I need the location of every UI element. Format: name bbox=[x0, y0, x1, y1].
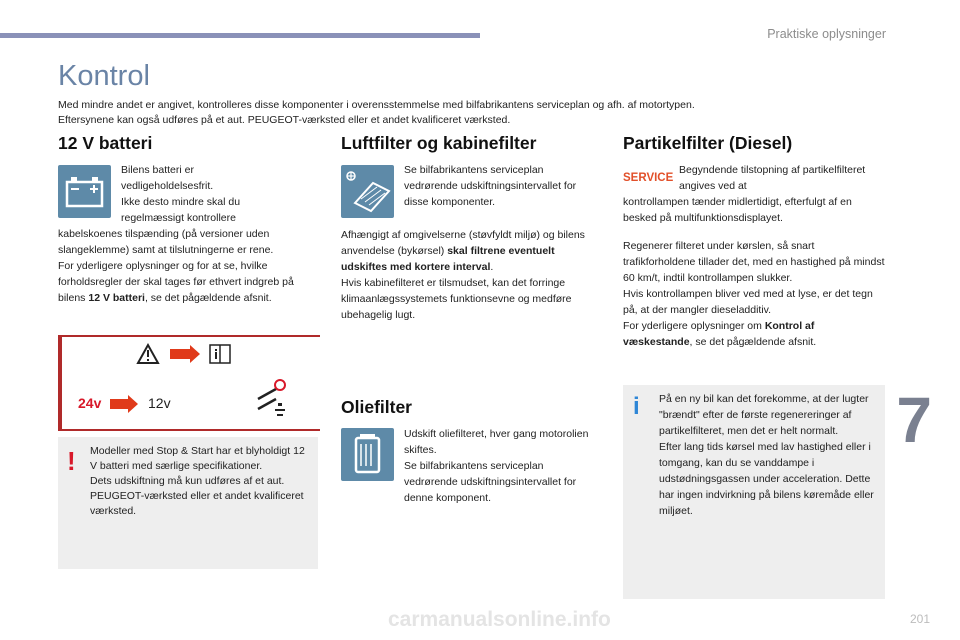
air-filter-body bbox=[341, 227, 603, 323]
air-filter-heading: Luftfilter og kabinefilter bbox=[341, 133, 537, 153]
oil-filter-line: Se bilfabrikantens serviceplan vedrørende udskiftningsintervallet for denne komponent. bbox=[404, 460, 577, 504]
particle-filter-body bbox=[623, 194, 885, 350]
air-filter-icon bbox=[341, 165, 394, 218]
particle-filter-body-2: Regenerer filteret under kørslen, så snart trafikforholdene tillader det, med en hastighed på mindst 60 km/t, indtil kontrollampen slukker. bbox=[623, 240, 885, 284]
battery-body-2: For yderligere oplysninger og for at se, hvilke forholdsregler der skal tages før ethvert indgreb på bilens 12 V batteri, se det pågældende afsnit. bbox=[58, 260, 294, 304]
air-filter-body-1: Afhængigt af omgivelserne (støvfyldt miljø) og bilens anvendelse (bykørsel) skal filtrene eventuelt udskiftes med kortere interval. bbox=[341, 229, 585, 273]
particle-filter-heading: Partikelfilter (Diesel) bbox=[623, 133, 793, 153]
oil-filter-text bbox=[404, 426, 600, 506]
battery-note-text bbox=[90, 444, 312, 519]
intro-line: Med mindre andet er angivet, kontrolleres disse komponenter i overensstemmelse med bilfabrikantens serviceplan og afh. af motortypen. bbox=[58, 99, 695, 111]
top-bar bbox=[0, 33, 480, 38]
battery-text-line: Ikke desto mindre skal du bbox=[121, 196, 241, 208]
intro bbox=[58, 98, 888, 128]
particle-filter-beside: Begyndende tilstopning af partikelfilteret angives ved at bbox=[679, 164, 866, 192]
info-line: Efter lang tids kørsel med lav hastighed eller i tomgang, kan du se vanddampe i udstødningsgassen under acceleration. Dette har ingen indvirkning på bilens køremåde eller miljøet. bbox=[659, 441, 874, 517]
particle-filter-body-4: For yderligere oplysninger om Kontrol af væskestande, se det pågældende afsnit. bbox=[623, 320, 817, 348]
page-title: Kontrol bbox=[58, 60, 150, 92]
page-number: 201 bbox=[909, 612, 930, 626]
label-12v: 12v bbox=[148, 395, 171, 411]
particle-filter-body-3: Hvis kontrollampen bliver ved med at lyse, er det tegn på, at der mangler dieseladditiv. bbox=[623, 288, 873, 316]
oil-filter-icon bbox=[341, 428, 394, 481]
particle-filter-section bbox=[623, 135, 885, 151]
particle-filter-icon-text bbox=[679, 162, 875, 194]
particle-filter-info-text bbox=[659, 391, 879, 519]
warning-icon: ! bbox=[67, 446, 76, 476]
battery-text-line: regelmæssigt kontrollere bbox=[121, 212, 236, 224]
battery-icon bbox=[58, 165, 111, 218]
oil-filter-heading: Oliefilter bbox=[341, 397, 412, 417]
label-24v: 24v bbox=[78, 395, 102, 411]
battery-text-line: vedligeholdelsesfrit. bbox=[121, 180, 214, 192]
particle-filter-body-1: kontrollampen tænder midlertidigt, efterfulgt af en besked på multifunktionsdisplayet. bbox=[623, 196, 852, 224]
oil-filter-section bbox=[341, 399, 603, 415]
intro-line: Eftersynene kan også udføres på et aut. PEUGEOT-værksted eller et andet kvalificeret værksted. bbox=[58, 114, 511, 126]
battery-icon-text bbox=[121, 162, 321, 226]
battery-body bbox=[58, 226, 322, 306]
air-filter-body-2: Hvis kabinefilteret er tilsmudset, kan det forringe klimaanlægssystemets funktionsevne og medføre ubehagelig lugt. bbox=[341, 277, 572, 321]
service-warning-icon: SERVICE bbox=[623, 172, 674, 184]
battery-body-1: kabelskoenes tilspænding (på versioner uden slangeklemme) samt at tilslutningerne er rene. bbox=[58, 228, 274, 256]
air-filter-icon-text bbox=[404, 162, 600, 210]
section-label: Praktiske oplysninger bbox=[767, 27, 886, 41]
info-line: På en ny bil kan det forekomme, at der lugter "brændt" efter de første regenereringer af partikelfilteret, men det er helt normalt. bbox=[659, 393, 869, 437]
chapter-number: 7 bbox=[896, 384, 932, 456]
battery-text-line: Bilens batteri er bbox=[121, 164, 194, 176]
battery-section bbox=[58, 135, 320, 151]
battery-warning-illustration bbox=[58, 335, 320, 431]
battery-note-line: Dets udskiftning må kun udføres af et aut. PEUGEOT-værksted eller et andet kvalificeret værksted. bbox=[90, 475, 304, 517]
oil-filter-line: Udskift oliefilteret, hver gang motorolien skiftes. bbox=[404, 428, 589, 456]
air-filter-beside: Se bilfabrikantens serviceplan vedrørende udskiftningsintervallet for disse komponenter. bbox=[404, 164, 577, 208]
air-filter-section bbox=[341, 135, 603, 151]
footer-watermark: carmanualsonline.info bbox=[388, 608, 611, 631]
battery-note-line: Modeller med Stop & Start har et blyholdigt 12 V batteri med særlige specifikationer. bbox=[90, 445, 305, 472]
battery-heading: 12 V batteri bbox=[58, 133, 153, 153]
info-icon: i bbox=[633, 393, 640, 420]
